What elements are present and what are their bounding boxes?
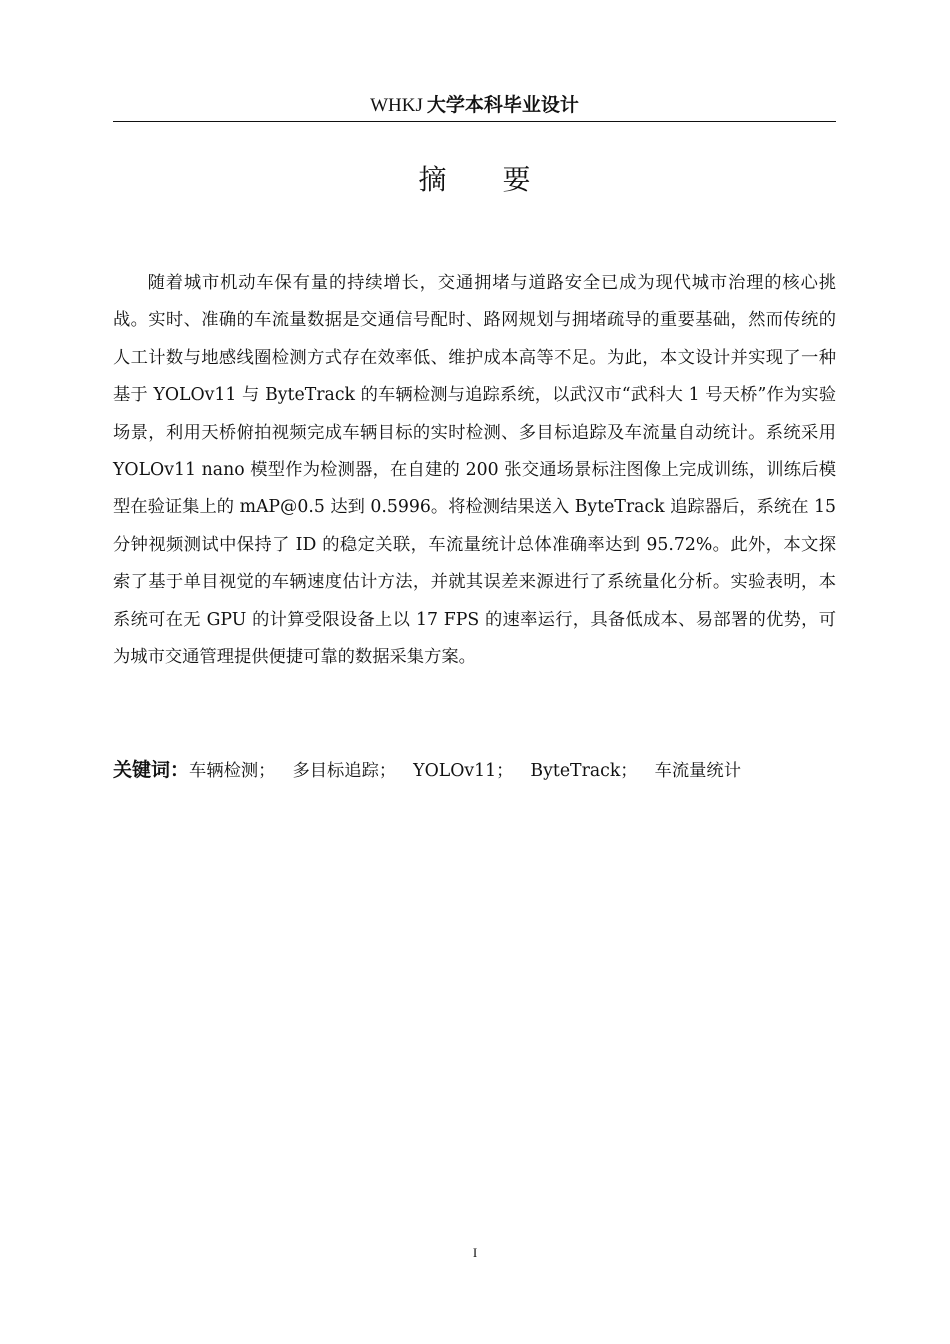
header-school-title: 大学本科毕业设计 [426,94,579,116]
keyword-item: 车辆检测； [189,761,276,781]
keywords-label: 关键词 [113,759,171,781]
abstract-title: 摘要 [418,163,587,196]
header-brand: WHKJ [370,95,423,116]
keywords-separator: ： [170,759,190,781]
keyword-item: 车流量统计 [654,761,741,781]
running-header [113,90,836,121]
page-number: I [472,1245,478,1260]
header-rule [113,121,836,122]
keyword-item: YOLOv11； [413,761,514,781]
keywords-line [113,752,836,789]
abstract-body: 随着城市机动车保有量的持续增长，交通拥堵与道路安全已成为现代城市治理的核心挑战。实时、准确的车流量数据是交通信号配时、路网规划与拥堵疏导的重要基础，然而传统的人工计数与地感线圈检测方式存在效率低、维护成本高等不足。为此，本文设计并实现了一种基于 YOLOv11 与 ByteTrack 的车辆检测与追踪系统，以武汉市“武科大 1 号天桥”作为实验场景，利用天桥俯拍视频完成车辆目标的实时检测、多目标追踪及车流量自动统计。系统采用 YOLOv11 nano 模型作为检测器，在自建的 200 张交通场景标注图像上完成训练，训练后模型在验证集上的 mAP@0.5 达到 0.5996。将检测结果送入 ByteTrack 追踪器后，系统在 15 分钟视频测试中保持了 ID 的稳定关联，车流量统计总体准确率达到 95.72%。此外，本文探索了基于单目视觉的车辆速度估计方法，并就其误差来源进行了系统量化分析。实验表明，本系统可在无 GPU 的计算受限设备上以 17 FPS 的速率运行，具备低成本、易部署的优势，可为城市交通管理提供便捷可靠的数据采集方案。 [113,273,836,668]
keyword-item: ByteTrack； [530,761,638,781]
keyword-item: 多目标追踪； [292,761,397,781]
